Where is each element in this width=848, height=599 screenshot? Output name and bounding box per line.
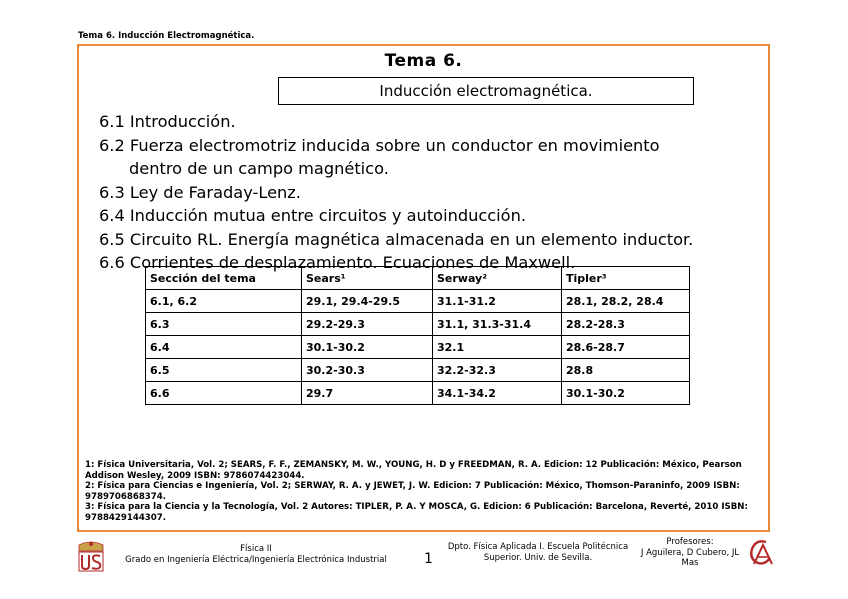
column-header-serway: Serway² xyxy=(433,267,562,290)
table-row xyxy=(146,359,690,382)
table-row xyxy=(146,313,690,336)
table-cell: 31.1-31.2 xyxy=(433,290,562,313)
slide-title: Tema 6. xyxy=(384,51,463,71)
table-cell: 32.2-32.3 xyxy=(433,359,562,382)
table-header-row xyxy=(146,267,690,290)
page-number: 1 xyxy=(424,551,433,567)
toc-item: 6.1 Introducción. xyxy=(99,112,236,131)
department-logo-icon xyxy=(746,537,776,567)
table-cell: 30.1-30.2 xyxy=(302,336,433,359)
table-cell: 6.1, 6.2 xyxy=(146,290,302,313)
toc-item: 6.3 Ley de Faraday-Lenz. xyxy=(99,182,301,202)
table-cell: 30.2-30.3 xyxy=(302,359,433,382)
course-name: Física II xyxy=(240,544,272,554)
course-info xyxy=(116,544,396,566)
toc-item-continuation: dentro de un campo magnético. xyxy=(129,159,389,178)
professors-label: Profesores: xyxy=(666,537,714,547)
table-row xyxy=(146,290,690,313)
references-table xyxy=(145,266,690,405)
bibliography-note: 1: Física Universitaria, Vol. 2; SEARS, F. F., ZEMANSKY, M. W., YOUNG, H. D y FREEDMAN, R. A. Edicion: 12 Publicación: México, Pearson Addison Wesley, 2009 ISBN: 9786074423044. xyxy=(85,460,742,481)
table-cell: 6.3 xyxy=(146,313,302,336)
bibliography-note: 2: Física para Ciencias e Ingeniería, Vol. 2; SERWAY, R. A. y JEWET, J. W. Edicion: 7 Publicación: México, Thomson-Paraninfo, 2009 ISBN: 9789706868374. xyxy=(85,481,740,502)
bibliography-notes xyxy=(85,460,765,524)
department-line: Superior. Univ. de Sevilla. xyxy=(483,553,593,563)
page-footer xyxy=(0,535,848,599)
toc-item: 6.5 Circuito RL. Energía magnética almacenada en un elemento inductor. xyxy=(99,229,694,249)
department-info xyxy=(440,542,636,564)
toc-item: 6.4 Inducción mutua entre circuitos y autoinducción. xyxy=(99,206,526,225)
table-cell: 6.5 xyxy=(146,359,302,382)
column-header-sears: Sears¹ xyxy=(302,267,433,290)
table-cell: 28.1, 28.2, 28.4 xyxy=(562,290,690,313)
table-cell: 34.1-34.2 xyxy=(433,382,562,405)
table-cell: 6.4 xyxy=(146,336,302,359)
table-cell: 31.1, 31.3-31.4 xyxy=(433,313,562,336)
department-line: Dpto. Física Aplicada I. Escuela Politécnica xyxy=(447,542,629,552)
table-cell: 32.1 xyxy=(433,336,562,359)
professors-names-cont: Mas xyxy=(681,558,699,568)
table-cell: 29.1, 29.4-29.5 xyxy=(302,290,433,313)
slide-frame xyxy=(77,44,770,532)
column-header-section: Sección del tema xyxy=(146,267,302,290)
table-cell: 30.1-30.2 xyxy=(562,382,690,405)
university-seal-icon xyxy=(76,539,106,573)
slide-subtitle: Inducción electromagnética. xyxy=(278,77,694,105)
table-row xyxy=(146,382,690,405)
table-cell: 28.6-28.7 xyxy=(562,336,690,359)
degree-name: Grado en Ingeniería Eléctrica/Ingeniería Electrónica Industrial xyxy=(125,555,387,565)
toc-item: 6.6 Corrientes de desplazamiento. Ecuaciones de Maxwell. xyxy=(99,253,576,272)
table-cell: 28.8 xyxy=(562,359,690,382)
professors-names: J Aguilera, D Cubero, JL xyxy=(640,547,740,558)
column-header-tipler: Tipler³ xyxy=(562,267,690,290)
table-of-contents xyxy=(99,110,779,275)
table-cell: 28.2-28.3 xyxy=(562,313,690,336)
table-cell: 29.7 xyxy=(302,382,433,405)
table-row xyxy=(146,336,690,359)
document-header: Tema 6. Inducción Electromagnética. xyxy=(78,31,255,41)
table-cell: 6.6 xyxy=(146,382,302,405)
toc-item: 6.2 Fuerza electromotriz inducida sobre un conductor en movimiento xyxy=(99,135,660,155)
table-cell: 29.2-29.3 xyxy=(302,313,433,336)
professors-info xyxy=(636,537,744,569)
bibliography-note: 3: Física para la Ciencia y la Tecnología, Vol. 2 Autores: TIPLER, P. A. Y MOSCA, G. Edicion: 6 Publicación: Barcelona, Reverté, 2010 ISBN: 9788429144307. xyxy=(85,502,748,523)
